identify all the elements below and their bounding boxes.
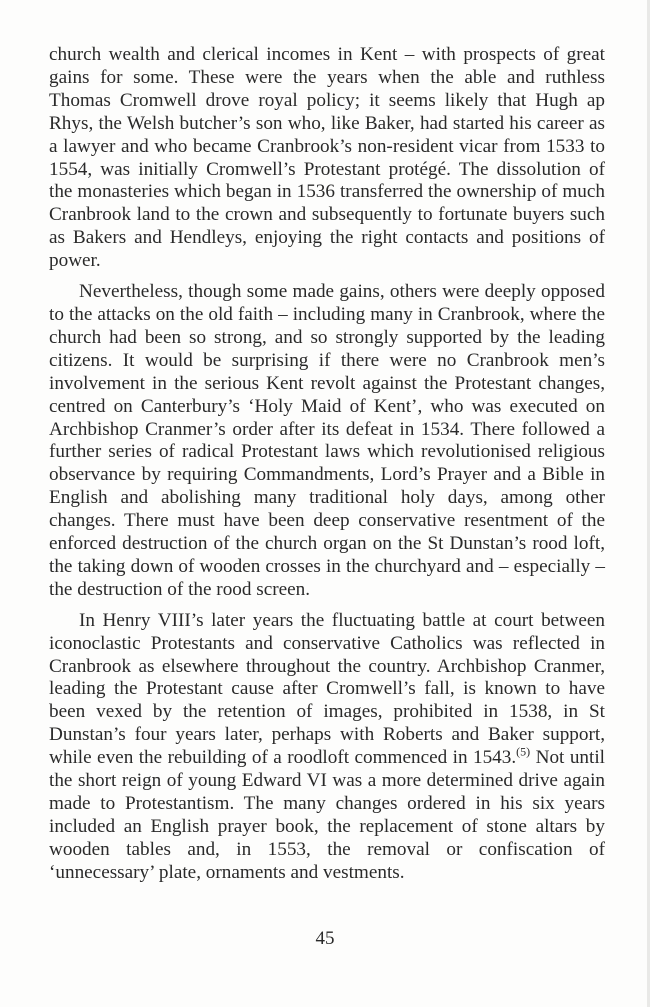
paragraph-2: Nevertheless, though some made gains, others were deeply opposed to the attacks on the old faith – including many in Cranbrook, where the church had been so strong, and so strongly supported by the leading citizens. It would be surprising if there were no Cranbrook men’s involvement in the serious Kent revolt against the Protestant changes, centred on Canterbury’s ‘Holy Maid of Kent’, who was executed on Archbishop Cranmer’s order after its defeat in 1534. There followed a further series of radical Protestant laws which revolutionised religious observance by requiring Commandments, Lord’s Prayer and a Bible in English and abolishing many traditional holy days, among other changes. There must have been deep conservative resentment of the enforced destruction of the church organ on the St Dunstan’s rood loft, the taking down of wooden crosses in the churchyard and – especially – the destruction of the rood screen.: [49, 281, 605, 600]
body-text: [49, 44, 605, 893]
paragraph-3-text-before-note: In Henry VIII’s later years the fluctuating battle at court between iconoclastic Protestants and conservative Catholics was reflected in Cranbrook as elsewhere throughout the country. Archbishop Cranmer, leading the Protestant cause after Cromwell’s fall, is known to have been vexed by the retention of images, prohibited in 1538, in St Dunstan’s four years later, perhaps with Roberts and Baker support, while even the rebuilding of a roodloft commenced in 1543.: [49, 609, 605, 769]
page-number: 45: [315, 928, 335, 949]
paragraph-3-text-after-note: Not until the short reign of young Edward VI was a more determined drive again made to Protestantism. The many changes ordered in his six years included an English prayer book, the replacement of stone altars by wooden tables and, in 1553, the removal or confiscation of ‘unnecessary’ plate, ornaments and vestments.: [49, 747, 605, 883]
paragraph-3: [49, 610, 605, 885]
paragraph-1: church wealth and clerical incomes in Kent – with prospects of great gains for some. These were the years when the able and ruthless Thomas Cromwell drove royal policy; it seems likely that Hugh ap Rhys, the Welsh butcher’s son who, like Baker, had started his career as a lawyer and who became Cranbrook’s non-resident vicar from 1533 to 1554, was initially Cromwell’s Protestant protégé. The dissolution of the monasteries which began in 1536 transferred the ownership of much Cranbrook land to the crown and subsequently to fortunate buyers such as Bakers and Hendleys, enjoying the right contacts and positions of power.: [49, 44, 605, 272]
footnote-reference: (5): [516, 744, 531, 759]
